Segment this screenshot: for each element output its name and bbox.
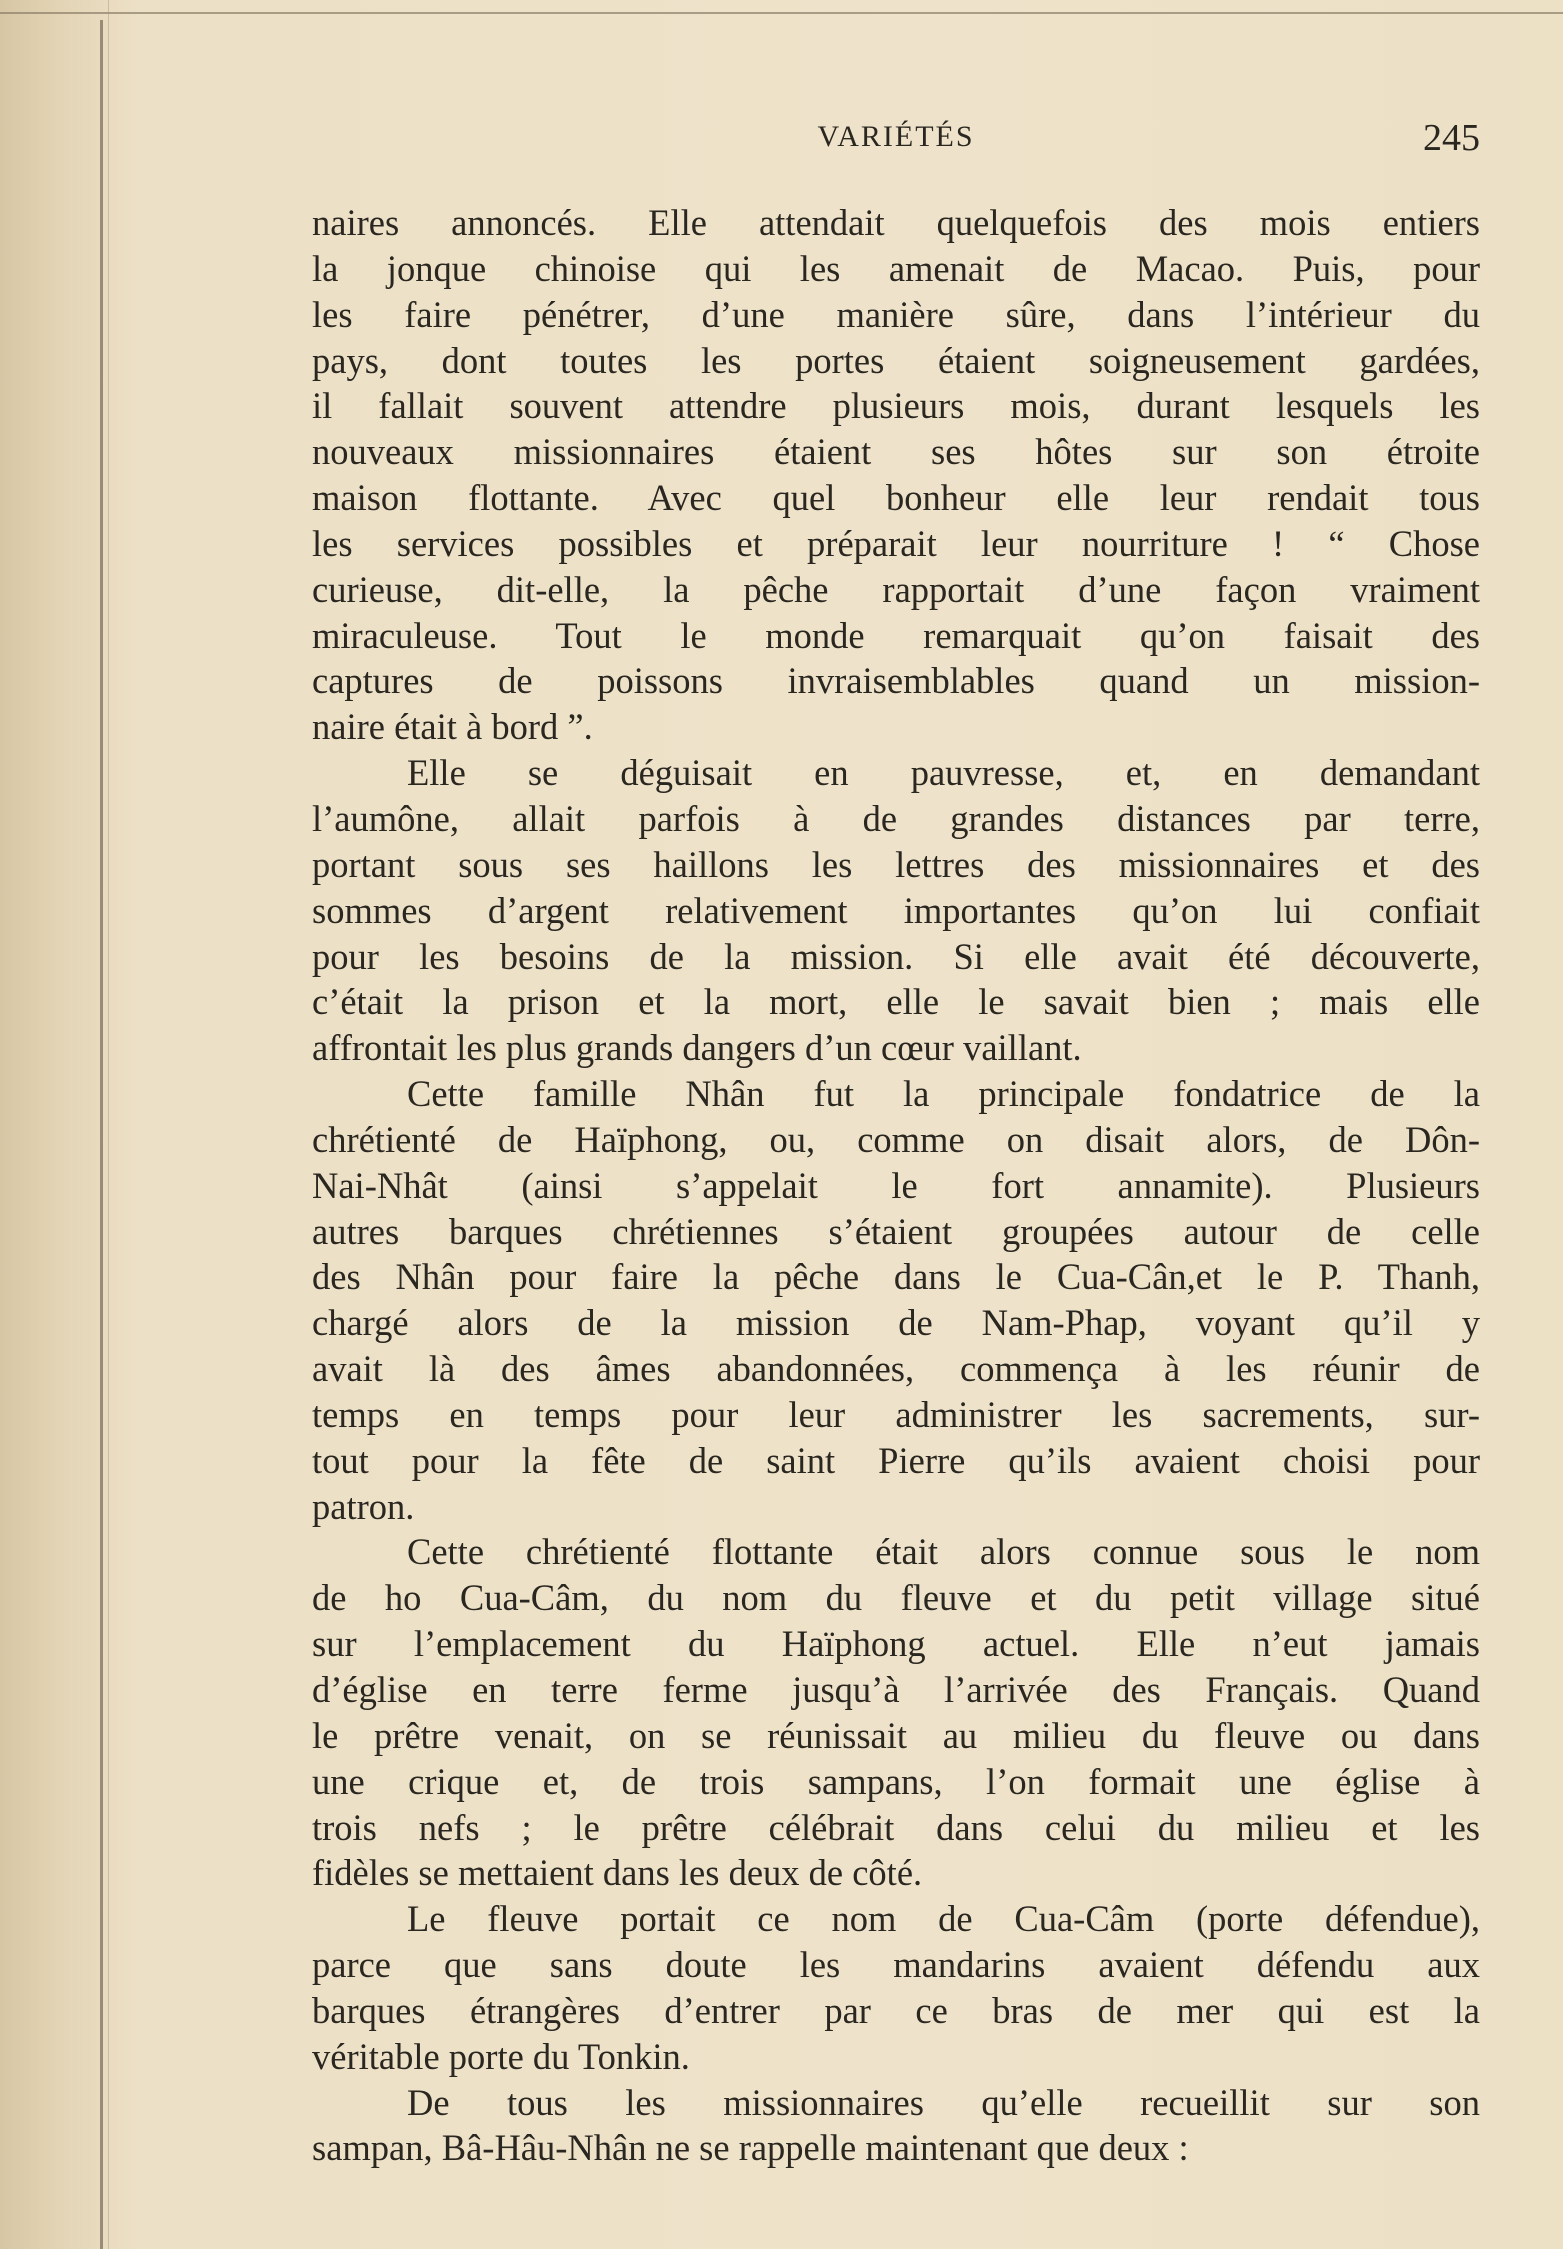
text-line: l’aumône, allait parfois à de grandes distances par terre, [312,797,1480,839]
text-line: c’était la prison et la mort, elle le savait bien ; mais elle [312,981,1480,1023]
text-line: de ho Cua-Câm, du nom du fleuve et du petit village situé [312,1577,1480,1619]
text-line: trois nefs ; le prêtre célébrait dans celui du milieu et les [312,1806,1480,1848]
text-line: Le fleuve portait ce nom de Cua-Câm (porte défendue), [407,1898,1480,1940]
text-line: une crique et, de trois sampans, l’on formait une église à [312,1760,1480,1802]
text-line: Elle se déguisait en pauvresse, et, en demandant [407,752,1480,794]
text-line: fidèles se mettaient dans les deux de côté. [312,1852,923,1894]
text-line: les services possibles et préparait leur nourriture ! “ Chose [312,522,1480,564]
text-line: sur l’emplacement du Haïphong actuel. Elle n’eut jamais [312,1623,1480,1665]
text-line: véritable porte du Tonkin. [312,2035,690,2077]
text-line: chargé alors de la mission de Nam-Phap, voyant qu’il y [312,1302,1480,1344]
running-head: VARIÉTÉS [817,120,975,153]
text-line: Cette chrétienté flottante était alors connue sous le nom [407,1531,1480,1573]
body-text [312,200,1480,2171]
text-line: maison flottante. Avec quel bonheur elle leur rendait tous [312,477,1480,519]
paragraph [312,1071,1480,1529]
text-line: des Nhân pour faire la pêche dans le Cua-Cân,et le P. Thanh, [312,1256,1480,1298]
paragraph [312,1896,1480,2079]
text-line: sampan, Bâ-Hâu-Nhân ne se rappelle maintenant que deux : [312,2127,1189,2169]
text-line: pays, dont toutes les portes étaient soigneusement gardées, [312,339,1480,381]
text-line: captures de poissons invraisemblables quand un mission- [312,660,1480,702]
text-line: naires annoncés. Elle attendait quelquefois des mois entiers [312,202,1480,243]
text-line: d’église en terre ferme jusqu’à l’arrivée des Français. Quand [312,1669,1480,1710]
text-line: le prêtre venait, on se réunissait au milieu du fleuve ou dans [312,1714,1480,1756]
page-number: 245 [1423,117,1480,159]
text-line: pour les besoins de la mission. Si elle avait été découverte, [312,935,1480,977]
top-edge-rule [0,12,1563,14]
text-line: naire était à bord ”. [312,706,593,748]
text-line: nouveaux missionnaires étaient ses hôtes sur son étroite [312,431,1480,473]
text-line: De tous les missionnaires qu’elle recueillit sur son [407,2081,1480,2123]
text-line: autres barques chrétiennes s’étaient groupées autour de celle [312,1210,1480,1252]
text-line: barques étrangères d’entrer par ce bras de mer qui est la [312,1989,1480,2031]
text-line: Nai-Nhât (ainsi s’appelait le fort annamite). Plusieurs [312,1164,1480,1206]
paragraph [312,1529,1480,1896]
text-line: Cette famille Nhân fut la principale fondatrice de la [407,1073,1480,1115]
binding-gutter-shadow [108,0,109,2249]
text-line: chrétienté de Haïphong, ou, comme on disait alors, de Dôn- [312,1118,1480,1160]
text-line: temps en temps pour leur administrer les sacrements, sur- [312,1393,1480,1435]
text-line: miraculeuse. Tout le monde remarquait qu’on faisait des [312,614,1480,656]
text-line: patron. [312,1485,415,1527]
paragraph [312,750,1480,1071]
paragraph [312,2080,1480,2172]
text-line: parce que sans doute les mandarins avaient défendu aux [312,1944,1480,1986]
text-line: curieuse, dit-elle, la pêche rapportait d’une façon vraiment [312,568,1480,610]
text-line: les faire pénétrer, d’une manière sûre, dans l’intérieur du [312,293,1480,335]
text-line: il fallait souvent attendre plusieurs mois, durant lesquels les [312,385,1480,427]
text-line: avait là des âmes abandonnées, commença à les réunir de [312,1348,1480,1390]
binding-gutter [100,20,103,2249]
text-line: portant sous ses haillons les lettres des missionnaires et des [312,843,1480,885]
paragraph [312,200,1480,750]
text-line: sommes d’argent relativement importantes qu’on lui confiait [312,889,1480,931]
text-line: la jonque chinoise qui les amenait de Macao. Puis, pour [312,247,1480,289]
text-line: tout pour la fête de saint Pierre qu’ils avaient choisi pour [312,1439,1480,1481]
text-line: affrontait les plus grands dangers d’un cœur vaillant. [312,1027,1082,1069]
page-header [312,116,1480,166]
